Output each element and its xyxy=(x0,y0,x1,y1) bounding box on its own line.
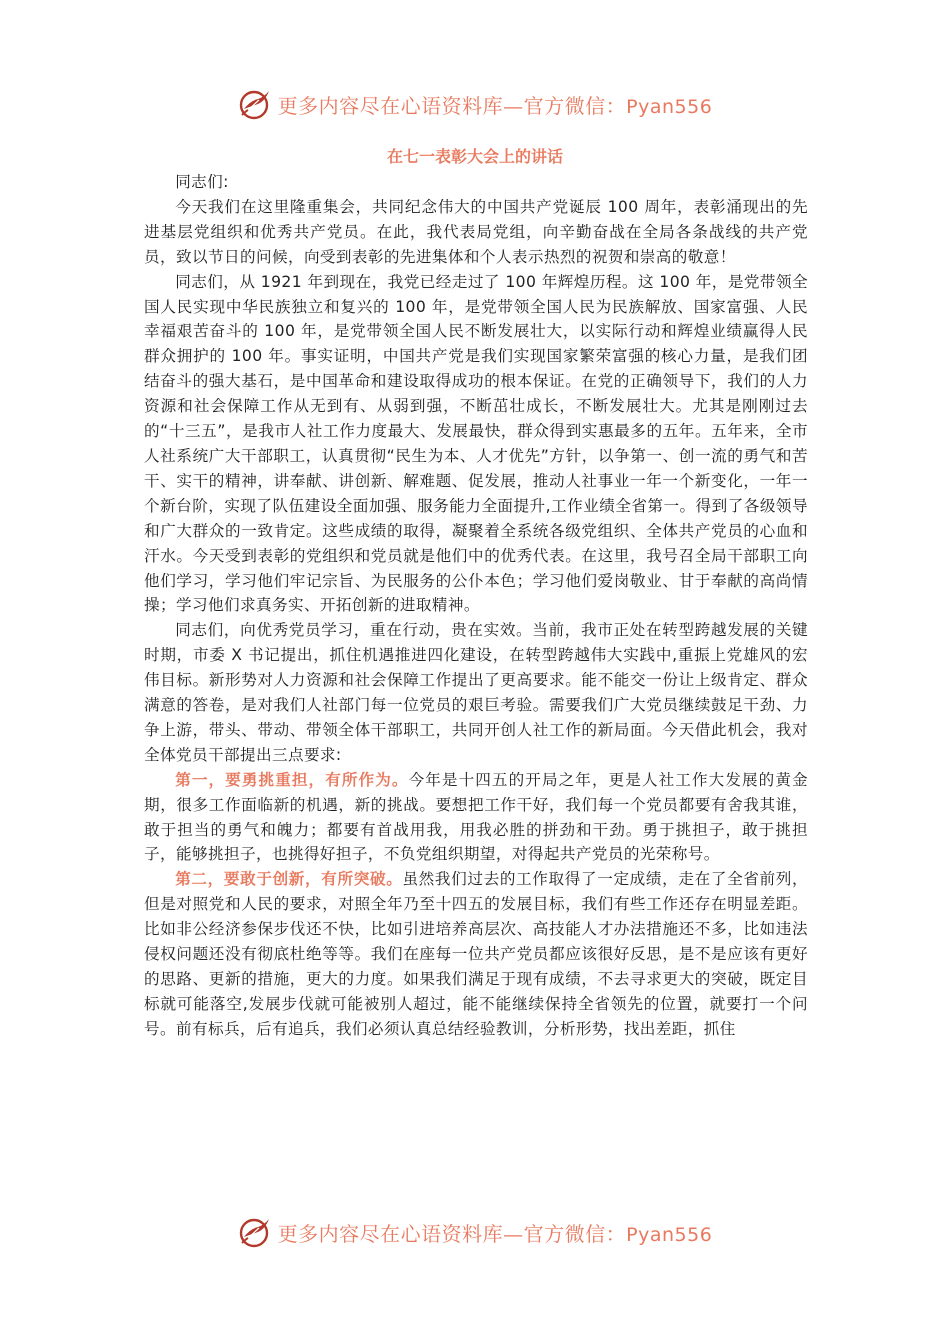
point-1-body: 今年是十四五的开局之年，更是人社工作大发展的黄金期，很多工作面临新的机遇，新的挑战。要想把工作干好，我们每一个党员都要有舍我其谁，敢于担当的勇气和魄力；都要有首战用我，用我必胜的拼劲和干劲。勇于挑担子，敢于挑担子，能够挑担子，也挑得好担子，不负党组织期望，对得起共产党员的光荣称号。 xyxy=(144,770,808,864)
point-1-heading: 第一，要勇挑重担，有所作为。 xyxy=(175,770,409,789)
point-2-paragraph xyxy=(144,867,808,1041)
quill-logo-icon xyxy=(238,1215,272,1249)
point-2-body: 虽然我们过去的工作取得了一定成绩，走在了全省前列，但是对照党和人民的要求，对照全年乃至十四五的发展目标，我们有些工作还存在明显差距。比如非公经济参保步伐还不快，比如引进培养高层次、高技能人才办法措施还不多，比如违法侵权问题还没有彻底杜绝等等。我们在座每一位共产党员都应该很好反思，是不是应该有更好的思路、更新的措施，更大的力度。如果我们满足于现有成绩，不去寻求更大的突破，既定目标就可能落空,发展步伐就可能被别人超过，能不能继续保持全省领先的位置，就要打一个问号。前有标兵，后有追兵，我们必须认真总结经验教训，分析形势，找出差距，抓住 xyxy=(144,870,808,1038)
header-banner xyxy=(0,84,950,124)
document-title: 在七一表彰大会上的讲话 xyxy=(386,147,563,166)
paragraph-3: 同志们，向优秀党员学习，重在行动，贵在实效。当前，我市正处在转型跨越发展的关键时期，市委 X 书记提出，抓住机遇推进四化建设，在转型跨越伟大实践中,重振上党雄风的宏伟目标。新形势对人力资源和社会保障工作提出了更高要求。能不能交一份让上级肯定、群众满意的答卷，是对我们人社部门每一位党员的艰巨考验。需要我们广大党员继续鼓足干劲、力争上游，带头、带动、带领全体干部职工，共同开创人社工作的新局面。今天借此机会，我对全体党员干部提出三点要求: xyxy=(144,621,808,764)
banner-text: 更多内容尽在心语资料库—官方微信：Pyan556 xyxy=(277,93,713,118)
point-1-paragraph xyxy=(144,768,808,868)
point-2-heading: 第二，要敢于创新，有所突破。 xyxy=(175,870,403,889)
quill-logo-icon xyxy=(238,87,272,121)
salutation: 同志们: xyxy=(175,173,229,191)
banner-text: 更多内容尽在心语资料库—官方微信：Pyan556 xyxy=(277,1221,713,1246)
wechat-id: Pyan556 xyxy=(626,95,713,118)
footer-banner xyxy=(0,1212,950,1252)
paragraph-2: 同志们，从 1921 年到现在，我党已经走过了 100 年辉煌历程。这 100 年，是党带领全国人民实现中华民族独立和复兴的 100 年，是党带领全国人民为民族解放、国家富强、人民幸福艰苦奋斗的 100 年，是党带领全国人民不断发展壮大，以实际行动和辉煌业绩赢得人民群众拥护的 100 年。事实证明，中国共产党是我们实现国家繁荣富强的核心力量，是我们团结奋斗的强大基石，是中国革命和建设取得成功的根本保证。在党的正确领导下，我们的人力资源和社会保障工作从无到有、从弱到强，不断茁壮成长，不断发展壮大。尤其是刚刚过去的“十三五”，是我市人社工作力度最大、发展最快，群众得到实惠最多的五年。五年来，全市人社系统广大干部职工，认真贯彻“民生为本、人才优先”方针，以争第一、创一流的勇气和苦干、实干的精神，讲奉献、讲创新、解难题、促发展，推动人社事业一年一个新变化，一年一个新台阶，实现了队伍建设全面加强、服务能力全面提升,工作业绩全省第一。得到了各级领导和广大群众的一致肯定。这些成绩的取得，凝聚着全系统各级党组织、全体共产党员的心血和汗水。今天受到表彰的党组织和党员就是他们中的优秀代表。在这里，我号召全局干部职工向他们学习，学习他们牢记宗旨、为民服务的公仆本色；学习他们爱岗敬业、甘于奉献的高尚情操；学习他们求真务实、开拓创新的进取精神。 xyxy=(144,272,808,615)
document-body xyxy=(144,170,808,1042)
wechat-id: Pyan556 xyxy=(626,1223,713,1246)
paragraph-1: 今天我们在这里隆重集会，共同纪念伟大的中国共产党诞辰 100 周年，表彰涌现出的先进基层党组织和优秀共产党员。在此，我代表局党组，向辛勤奋战在全局各条战线的共产党员，致以节日的问候，向受到表彰的先进集体和个人表示热烈的祝贺和崇高的敬意！ xyxy=(144,197,808,266)
